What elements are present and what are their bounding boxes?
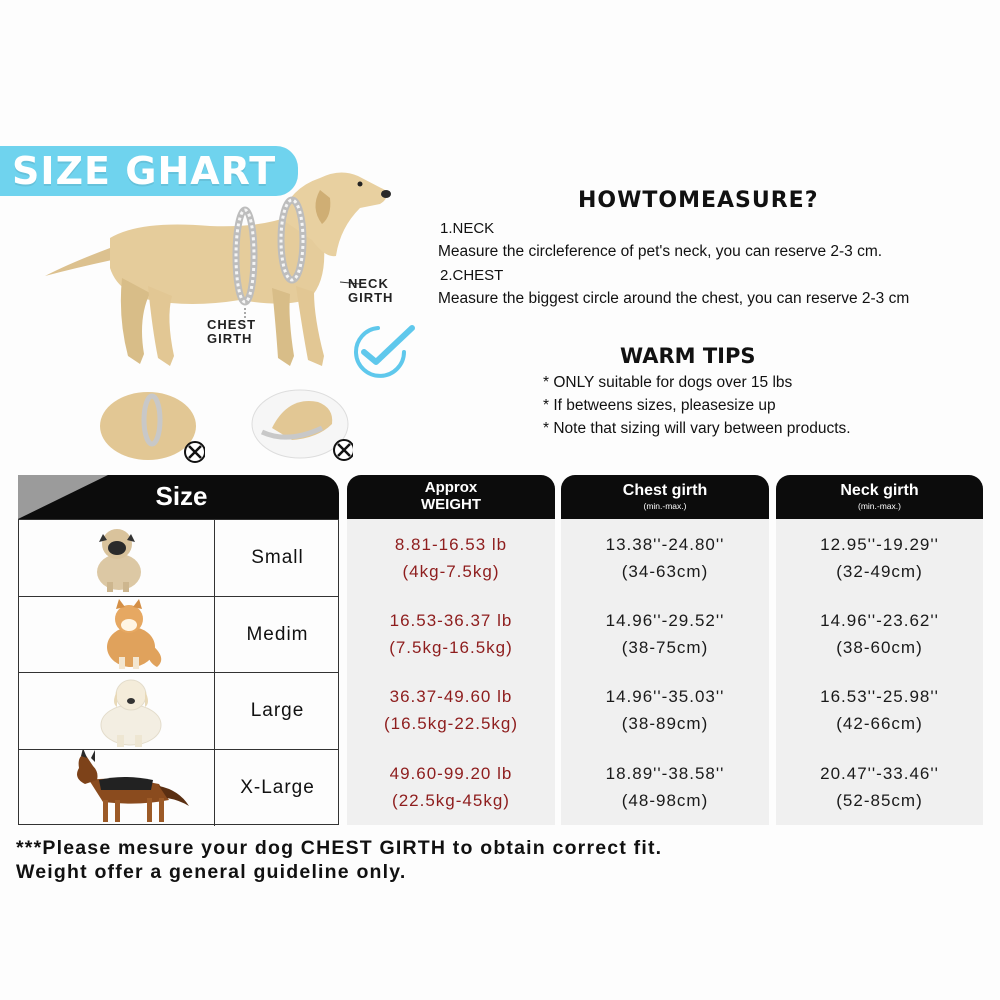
check-icon xyxy=(350,322,416,378)
size-header-label: Size xyxy=(155,481,208,511)
labrador-icon xyxy=(19,673,215,750)
shiba-icon xyxy=(19,597,215,673)
neck-label-line1: NECK xyxy=(348,276,389,291)
weight-kg: (22.5kg-45kg) xyxy=(392,791,510,810)
neck-inches: 20.47''-33.46'' xyxy=(820,764,939,783)
chest-cell xyxy=(561,595,769,671)
neck-cell xyxy=(776,519,983,595)
neck-header-sub: (min.-max.) xyxy=(858,501,901,511)
weight-lb: 8.81-16.53 lb xyxy=(394,535,508,554)
neck-inches: 14.96''-23.62'' xyxy=(820,611,939,630)
neck-girth-column-header xyxy=(776,475,983,519)
weight-cell xyxy=(347,671,555,748)
tip-item: * If betweens sizes, pleasesize up xyxy=(543,397,776,414)
neck-inches: 16.53''-25.98'' xyxy=(820,687,939,706)
neck-cm: (42-66cm) xyxy=(836,714,923,733)
neck-cm: (38-60cm) xyxy=(836,638,923,657)
neck-girth-label xyxy=(348,277,393,305)
weight-column-header xyxy=(347,475,555,519)
weight-cell xyxy=(347,595,555,671)
weight-lb: 16.53-36.37 lb xyxy=(389,611,513,630)
weight-kg: (4kg-7.5kg) xyxy=(402,562,500,581)
dog-picture-cell xyxy=(19,673,215,749)
table-row xyxy=(19,749,338,826)
chest-girth-label xyxy=(207,318,256,346)
warm-tips-title: WARM TIPS xyxy=(620,344,756,368)
wrong-fit-thumbnail-2 xyxy=(248,388,353,466)
chest-cell xyxy=(561,748,769,825)
size-column-header xyxy=(18,475,339,519)
neck-cell xyxy=(776,595,983,671)
size-name: Large xyxy=(250,700,305,721)
size-grid xyxy=(18,519,339,825)
size-name: Small xyxy=(251,547,304,568)
weight-cell xyxy=(347,748,555,825)
chest-cm: (38-75cm) xyxy=(621,638,709,657)
weight-kg: (16.5kg-22.5kg) xyxy=(383,714,519,733)
neck-inches: 12.95''-19.29'' xyxy=(820,535,939,554)
step-chest-heading: 2.CHEST xyxy=(440,267,504,284)
chest-header-sub: (min.-max.) xyxy=(643,501,687,511)
banner-title: SIZE GHART xyxy=(12,149,277,193)
weight-lb: 49.60-99.20 lb xyxy=(389,764,513,783)
step-neck-text: Measure the circleference of pet's neck, you can reserve 2-3 cm. xyxy=(438,243,883,260)
neck-header-label: Neck girth xyxy=(840,482,919,499)
chest-inches: 18.89''-38.58'' xyxy=(605,764,725,783)
dog-picture-cell xyxy=(19,597,215,672)
weight-lb: 36.37-49.60 lb xyxy=(389,687,513,706)
chest-cm: (48-98cm) xyxy=(621,791,709,810)
neck-cm: (32-49cm) xyxy=(836,562,923,581)
weight-header-line2: WEIGHT xyxy=(421,496,481,513)
chest-inches: 14.96''-29.52'' xyxy=(605,611,725,630)
neck-cell xyxy=(776,748,983,825)
weight-header-line1: Approx xyxy=(424,479,478,496)
chest-label-line1: CHEST xyxy=(207,317,257,332)
chest-inches: 13.38''-24.80'' xyxy=(605,535,725,554)
pug-icon xyxy=(19,520,215,596)
chest-cell xyxy=(561,671,769,748)
tip-item: * Note that sizing will vary between products. xyxy=(543,420,851,437)
dog-picture-cell xyxy=(19,750,215,826)
footnote-line1: ***Please mesure your dog CHEST GIRTH to obtain correct fit. xyxy=(16,837,663,859)
table-row xyxy=(19,596,338,672)
chest-inches: 14.96''-35.03'' xyxy=(605,687,725,706)
chest-cell xyxy=(561,519,769,595)
footnote xyxy=(16,836,662,884)
chest-girth-column-header xyxy=(561,475,769,519)
table-row xyxy=(19,520,338,596)
tip-item: * ONLY suitable for dogs over 15 lbs xyxy=(543,374,793,391)
chest-cm: (38-89cm) xyxy=(621,714,709,733)
wrong-fit-thumbnail-1 xyxy=(100,390,205,468)
step-neck-heading: 1.NECK xyxy=(440,220,495,237)
dog-picture-cell xyxy=(19,520,215,596)
step-chest-text: Measure the biggest circle around the chest, you can reserve 2-3 cm xyxy=(438,290,910,307)
size-name: X-Large xyxy=(240,777,315,798)
chest-label-line2: GIRTH xyxy=(207,331,253,346)
weight-kg: (7.5kg-16.5kg) xyxy=(389,638,513,657)
table-row xyxy=(19,672,338,749)
chest-cm: (34-63cm) xyxy=(621,562,709,581)
size-name: Medim xyxy=(246,623,309,645)
weight-cell xyxy=(347,519,555,595)
neck-cm: (52-85cm) xyxy=(836,791,923,810)
german-shepherd-icon xyxy=(19,750,215,827)
neck-cell xyxy=(776,671,983,748)
how-to-measure-title: HOWTOMEASURE? xyxy=(578,188,819,213)
footnote-line2: Weight offer a general guideline only. xyxy=(16,861,407,883)
neck-label-line2: GIRTH xyxy=(348,290,394,305)
chest-header-label: Chest girth xyxy=(622,482,708,499)
